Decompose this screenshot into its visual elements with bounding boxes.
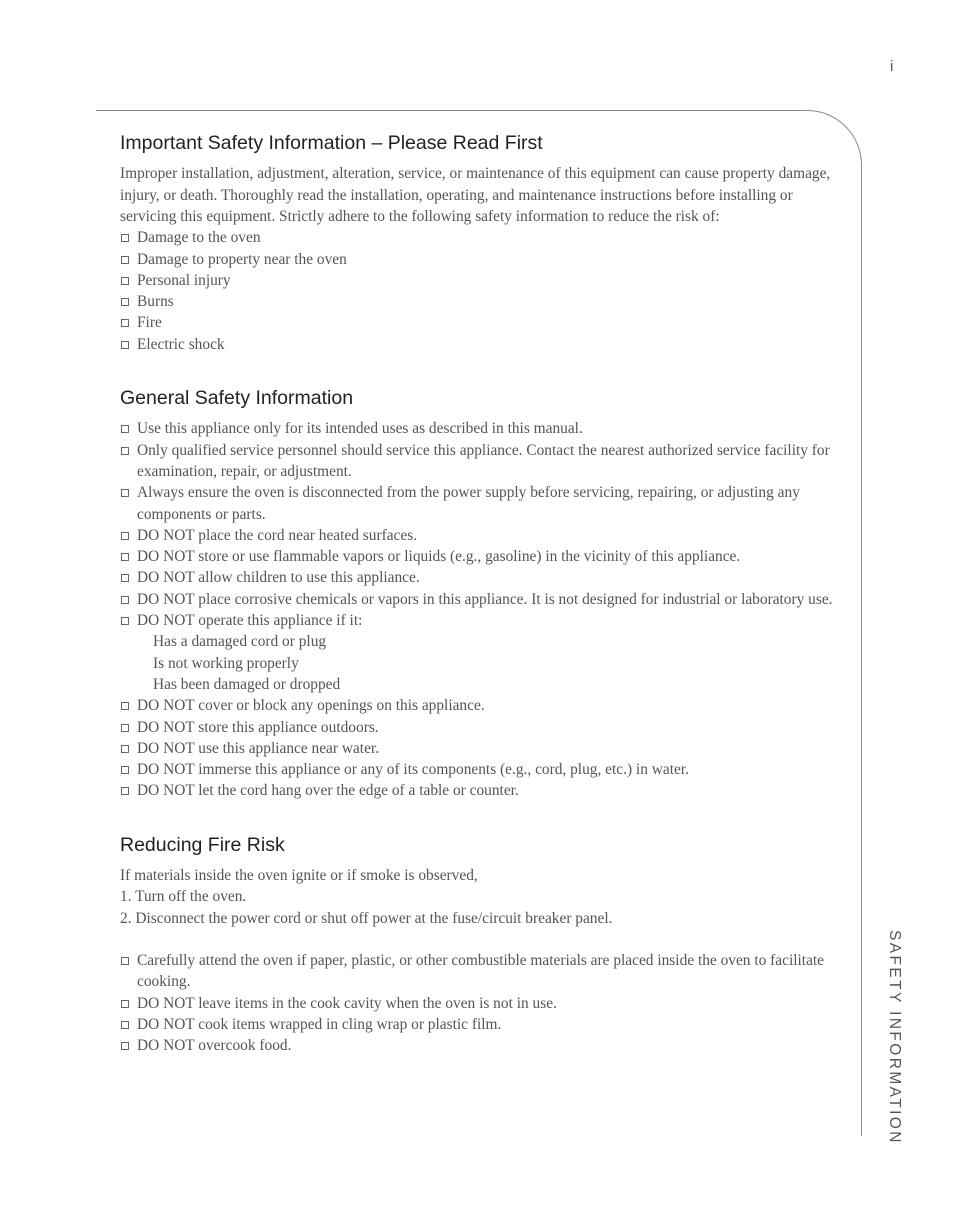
list-item: Electric shock bbox=[120, 334, 840, 355]
list-item: DO NOT allow children to use this appliance. bbox=[120, 567, 840, 588]
risk-list bbox=[120, 227, 840, 355]
list-item: DO NOT overcook food. bbox=[120, 1035, 840, 1056]
section-title: Reducing Fire Risk bbox=[120, 833, 285, 856]
list-item: DO NOT store this appliance outdoors. bbox=[120, 717, 840, 738]
section-reducing-fire-risk bbox=[120, 833, 840, 1057]
section-intro: Improper installation, adjustment, alteration, service, or maintenance of this equipment can cause property damage, injury, or death. Thoroughly read the installation, operating, and maintenance instructions before installing or servicing this equipment. Strictly adhere to the following safety information to reduce the risk of: bbox=[120, 165, 831, 225]
spacer bbox=[120, 929, 840, 950]
list-item: DO NOT use this appliance near water. bbox=[120, 738, 840, 759]
list-item: DO NOT immerse this appliance or any of its components (e.g., cord, plug, etc.) in water. bbox=[120, 759, 840, 780]
sub-list-item: Has been damaged or dropped bbox=[153, 675, 341, 693]
list-item: DO NOT place corrosive chemicals or vapors in this appliance. It is not designed for industrial or laboratory use. bbox=[120, 589, 840, 610]
list-item: Always ensure the oven is disconnected from the power supply before servicing, repairing, or adjusting any components or parts. bbox=[120, 482, 840, 525]
list-item: DO NOT let the cord hang over the edge of a table or counter. bbox=[120, 780, 840, 801]
list-item: Damage to the oven bbox=[120, 227, 840, 248]
section-important-safety bbox=[120, 131, 840, 355]
sub-list-item: Has a damaged cord or plug bbox=[153, 633, 327, 651]
section-intro: If materials inside the oven ignite or if smoke is observed, bbox=[120, 867, 478, 885]
list-item: Damage to property near the oven bbox=[120, 249, 840, 270]
document-body bbox=[120, 131, 840, 1087]
sub-list-item: Is not working properly bbox=[153, 654, 299, 672]
list-item: Personal injury bbox=[120, 270, 840, 291]
section-title: General Safety Information bbox=[120, 387, 354, 410]
list-item: DO NOT leave items in the cook cavity when the oven is not in use. bbox=[120, 993, 840, 1014]
section-general-safety bbox=[120, 386, 840, 802]
general-safety-list bbox=[120, 418, 840, 631]
list-item: Fire bbox=[120, 312, 840, 333]
list-item: DO NOT operate this appliance if it: bbox=[120, 610, 840, 631]
fire-risk-list bbox=[120, 950, 840, 1056]
step-item: 1. Turn off the oven. bbox=[120, 888, 247, 906]
operate-conditions-sublist bbox=[120, 631, 840, 695]
list-item: DO NOT store or use flammable vapors or liquids (e.g., gasoline) in the vicinity of this appliance. bbox=[120, 546, 840, 567]
list-item: DO NOT cover or block any openings on this appliance. bbox=[120, 695, 840, 716]
list-item: DO NOT cook items wrapped in cling wrap or plastic film. bbox=[120, 1014, 840, 1035]
section-title: Important Safety Information – Please Read First bbox=[120, 132, 543, 154]
list-item: Only qualified service personnel should service this appliance. Contact the nearest authorized service facility for examination, repair, or adjustment. bbox=[120, 440, 840, 483]
page-number: i bbox=[890, 58, 894, 75]
list-item: DO NOT place the cord near heated surfaces. bbox=[120, 525, 840, 546]
list-item: Burns bbox=[120, 291, 840, 312]
fire-steps-list bbox=[120, 886, 840, 929]
list-item: Use this appliance only for its intended uses as described in this manual. bbox=[120, 418, 840, 439]
side-section-label: SAFETY INFORMATION bbox=[886, 930, 903, 1145]
list-item: Carefully attend the oven if paper, plastic, or other combustible materials are placed inside the oven to facilitate cooking. bbox=[120, 950, 840, 993]
general-safety-list-continued bbox=[120, 695, 840, 801]
step-item: 2. Disconnect the power cord or shut off power at the fuse/circuit breaker panel. bbox=[120, 909, 613, 927]
